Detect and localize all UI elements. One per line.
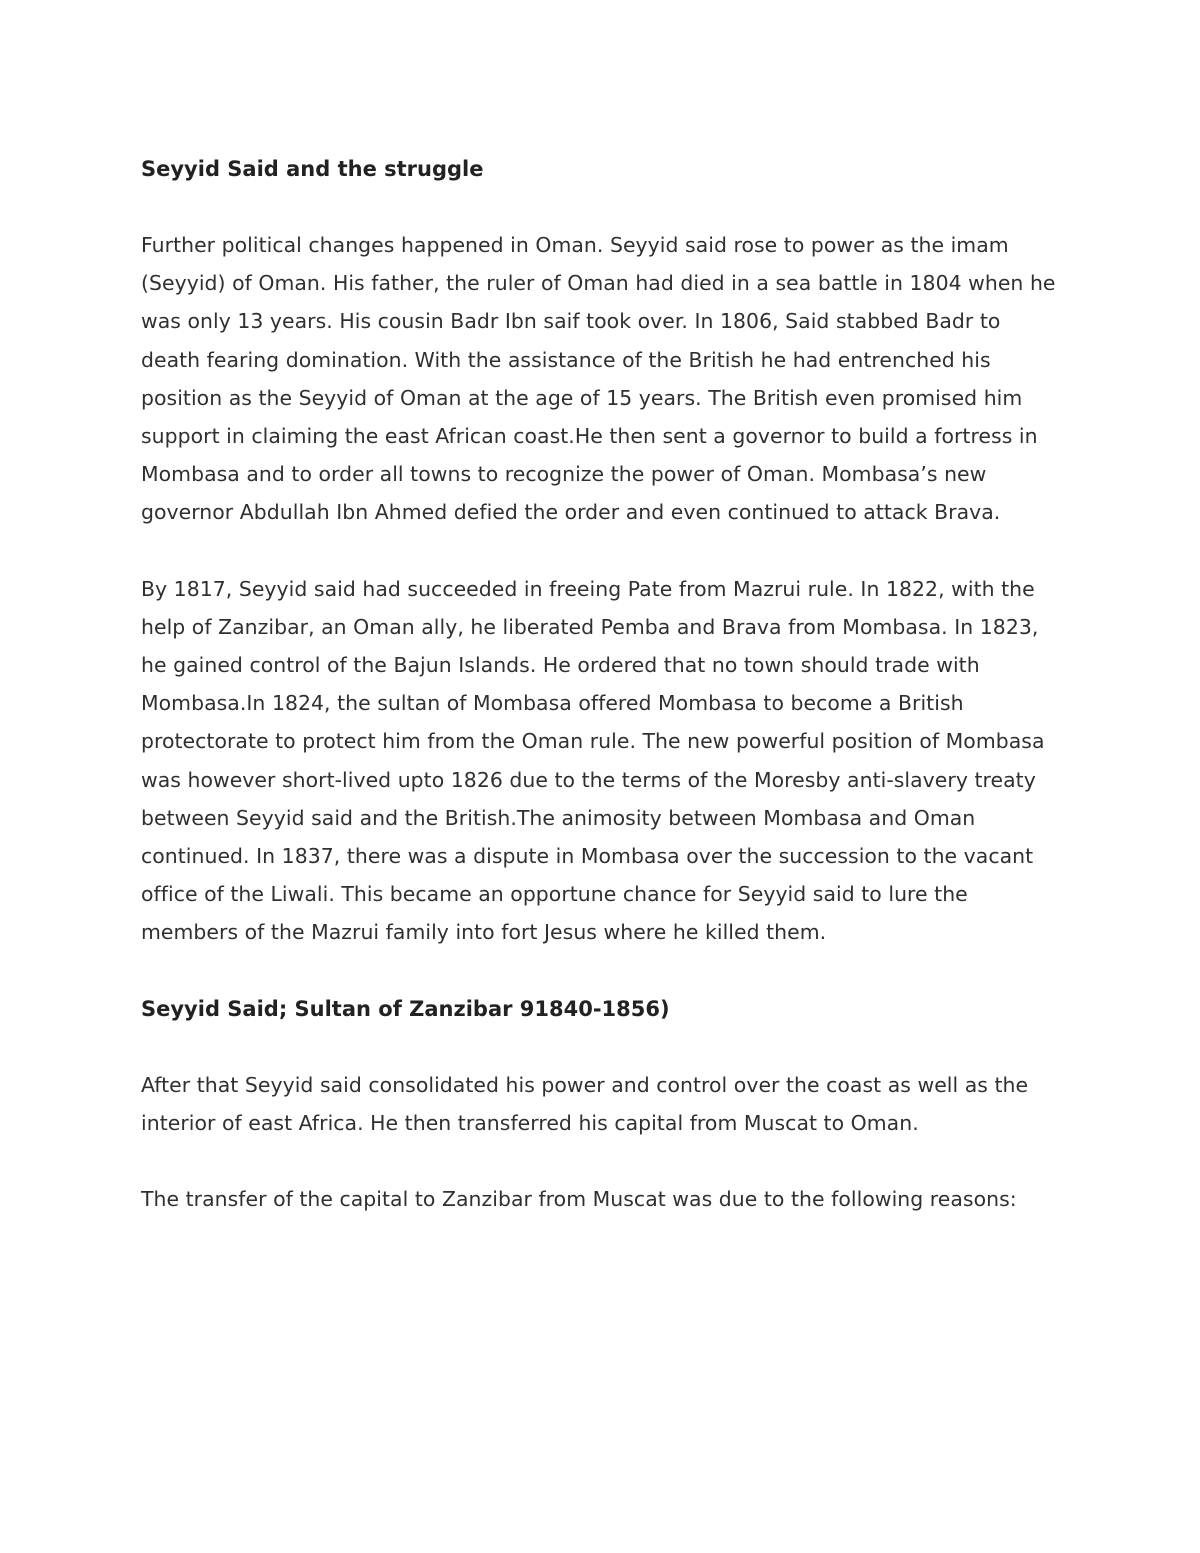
paragraph-political-changes: Further political changes happened in Oman. Seyyid said rose to power as the imam (Seyyid) of Oman. His father, the ruler of Oman had died in a sea battle in 1804 when he was only 13 years. His cousin Badr Ibn saif took over. In 1806, Said stabbed Badr to death fearing domination. With the assistance of the British he had entrenched his position as the Seyyid of Oman at the age of 15 years. The British even promised him support in claiming the east African coast.He then sent a governor to build a fortress in Mombasa and to order all towns to recognize the power of Oman. Mombasa’s new governor Abdullah Ibn Ahmed defied the order and even continued to attack Brava. <box>141 233 1056 525</box>
spacer <box>141 532 1056 570</box>
paragraph-consolidated: After that Seyyid said consolidated his power and control over the coast as well as the interior of east Africa. He then transferred his capital from Muscat to Oman. <box>141 1072 1029 1135</box>
paragraph-transfer-reasons: The transfer of the capital to Zanzibar from Muscat was due to the following reasons: <box>141 1187 1017 1212</box>
spacer <box>141 1028 1056 1066</box>
section-heading-sultan: Seyyid Said; Sultan of Zanzibar 91840-1856) <box>141 996 670 1021</box>
document-body <box>141 150 1056 1218</box>
spacer <box>141 952 1056 990</box>
section-heading-struggle: Seyyid Said and the struggle <box>141 157 484 181</box>
spacer <box>141 188 1056 226</box>
spacer <box>141 1142 1056 1180</box>
paragraph-by-1817: By 1817, Seyyid said had succeeded in freeing Pate from Mazrui rule. In 1822, with the help of Zanzibar, an Oman ally, he liberated Pemba and Brava from Mombasa. In 1823, he gained control of the Bajun Islands. He ordered that no town should trade with Mombasa.In 1824, the sultan of Mombasa offered Mombasa to become a British protectorate to protect him from the Oman rule. The new powerful position of Mombasa was however short-lived upto 1826 due to the terms of the Moresby anti-slavery treaty between Seyyid said and the British.The animosity between Mombasa and Oman continued. In 1837, there was a dispute in Mombasa over the succession to the vacant office of the Liwali. This became an opportune chance for Seyyid said to lure the members of the Mazrui family into fort Jesus where he killed them. <box>141 576 1045 945</box>
